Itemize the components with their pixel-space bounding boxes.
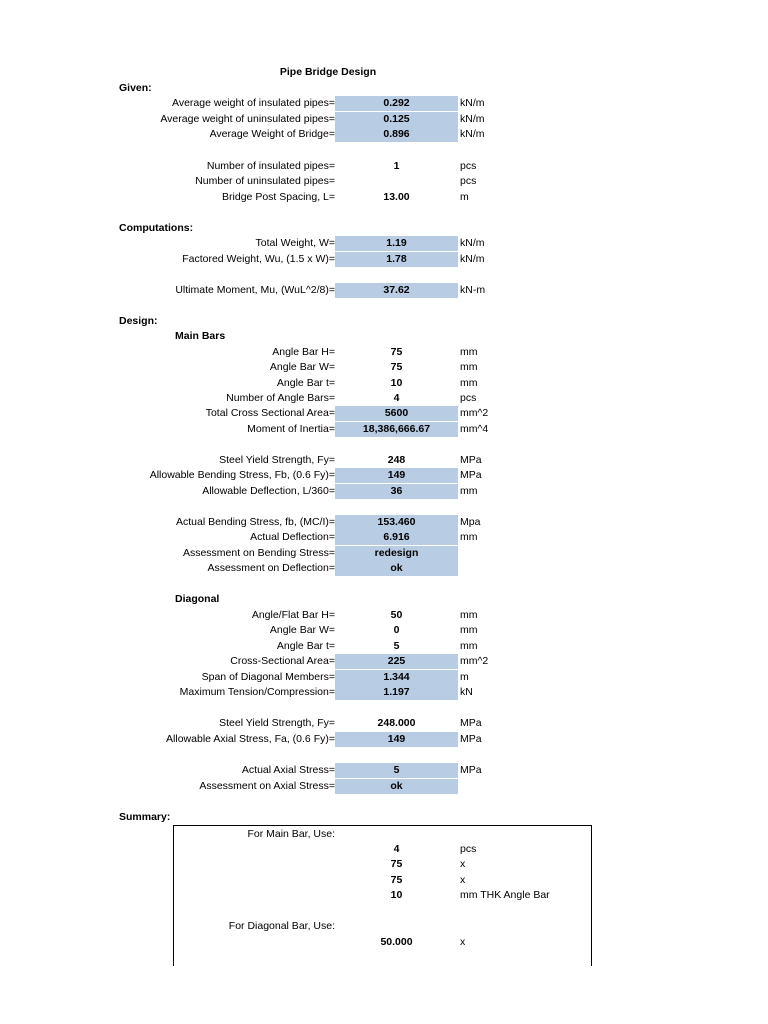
row-value[interactable]: 1.19: [335, 236, 458, 251]
row-label: Maximum Tension/Compression=: [179, 686, 335, 698]
row-unit: x: [460, 858, 466, 870]
row-unit: pcs: [460, 160, 477, 172]
row-label: Assessment on Bending Stress=: [182, 547, 335, 559]
row-label: Angle Bar W=: [269, 624, 335, 636]
diagonal-row: [0, 716, 768, 731]
row-label: Average weight of uninsulated pipes=: [160, 113, 335, 125]
row-label: Number of insulated pipes=: [206, 160, 335, 172]
row-unit: MPa: [460, 469, 482, 481]
diagonal-row: [0, 639, 768, 654]
row-value[interactable]: 13.00: [383, 191, 410, 203]
summary-main-bar-row: [0, 842, 768, 857]
row-unit: m: [460, 191, 469, 203]
diagonal-row: [0, 623, 768, 638]
row-unit: kN-m: [460, 284, 486, 296]
row-label: Angle Bar W=: [269, 361, 335, 373]
row-value[interactable]: 248: [387, 454, 406, 466]
row-unit: kN/m: [460, 128, 485, 140]
row-label: Factored Weight, Wu, (1.5 x W)=: [182, 253, 335, 265]
row-label: Actual Axial Stress=: [241, 764, 335, 776]
main-bar-row: [0, 376, 768, 391]
main-bar-row: [0, 546, 768, 561]
row-value[interactable]: 4: [393, 392, 400, 404]
row-unit: x: [460, 874, 466, 886]
row-unit: x: [460, 936, 466, 948]
diagonal-row: [0, 732, 768, 747]
row-label: Angle Bar t=: [276, 377, 335, 389]
row-label: Ultimate Moment, Mu, (WuL^2/8)=: [175, 284, 335, 296]
row-value[interactable]: 10: [390, 377, 403, 389]
row-unit: mm: [460, 531, 478, 543]
given-row: [0, 112, 768, 127]
row-unit: pcs: [460, 843, 477, 855]
row-value: 75: [390, 858, 403, 870]
row-value[interactable]: ok: [335, 561, 458, 576]
row-unit: mm: [460, 346, 478, 358]
diagonal-row: [0, 685, 768, 700]
row-label: Average weight of insulated pipes=: [172, 97, 335, 109]
row-unit: MPa: [460, 733, 482, 745]
row-label: Actual Bending Stress, fb, (MC/I)=: [175, 516, 335, 528]
row-label: Number of uninsulated pipes=: [195, 175, 335, 187]
row-value[interactable]: 37.62: [335, 283, 458, 298]
given-row: [0, 174, 768, 189]
summary-main-bar-row: [0, 857, 768, 872]
diagonal-row: [0, 608, 768, 623]
row-label: Allowable Deflection, L/360=: [202, 485, 335, 497]
row-unit: mm: [460, 640, 478, 652]
summary-diagonal-row: [0, 935, 768, 950]
row-label: Angle Bar H=: [272, 346, 335, 358]
row-value: 50.000: [380, 936, 413, 948]
main-bar-row: [0, 453, 768, 468]
row-unit: pcs: [460, 175, 477, 187]
row-value[interactable]: 5: [335, 763, 458, 778]
row-value[interactable]: 6.916: [335, 530, 458, 545]
row-value[interactable]: 153.460: [335, 515, 458, 530]
given-row: [0, 190, 768, 205]
row-unit: mm^4: [460, 423, 489, 435]
row-unit: mm: [460, 609, 478, 621]
diagonal-row: [0, 779, 768, 794]
row-value[interactable]: 50: [390, 609, 403, 621]
row-value[interactable]: 75: [390, 361, 403, 373]
row-unit: mm^2: [460, 407, 489, 419]
row-unit: MPa: [460, 764, 482, 776]
computation-row: [0, 252, 768, 267]
diagonal-row: [0, 654, 768, 669]
row-label: Span of Diagonal Members=: [201, 671, 335, 683]
given-row: [0, 159, 768, 174]
row-unit: Mpa: [460, 516, 481, 528]
section-computations-heading: Computations:: [119, 222, 194, 234]
row-label: Steel Yield Strength, Fy=: [219, 717, 335, 729]
row-unit: MPa: [460, 454, 482, 466]
main-bar-row: [0, 422, 768, 437]
main-bar-row: [0, 468, 768, 483]
row-label: Total Cross Sectional Area=: [205, 407, 335, 419]
row-value[interactable]: 0.896: [335, 127, 458, 142]
row-label: Average Weight of Bridge=: [209, 128, 335, 140]
row-unit: kN/m: [460, 237, 485, 249]
row-label: Assessment on Deflection=: [207, 562, 335, 574]
row-label: Allowable Axial Stress, Fa, (0.6 Fy)=: [166, 733, 335, 745]
row-value: 4: [393, 843, 400, 855]
main-bars-heading: Main Bars: [175, 330, 226, 342]
row-value[interactable]: 5600: [335, 406, 458, 421]
row-value[interactable]: 5: [393, 640, 400, 652]
main-bar-row: [0, 345, 768, 360]
summary-diagonal-label-row: [0, 919, 768, 934]
row-label: Number of Angle Bars=: [226, 392, 335, 404]
main-bar-row: [0, 360, 768, 375]
row-label: Allowable Bending Stress, Fb, (0.6 Fy)=: [149, 469, 335, 481]
row-unit: mm: [460, 485, 478, 497]
row-unit: mm: [460, 361, 478, 373]
row-label: Angle Bar t=: [276, 640, 335, 652]
row-value[interactable]: 1.197: [335, 685, 458, 700]
row-label: Actual Deflection=: [250, 531, 335, 543]
row-value[interactable]: [335, 174, 458, 189]
row-value: 10: [390, 889, 403, 901]
row-value[interactable]: 36: [335, 484, 458, 499]
row-unit: kN/m: [460, 113, 485, 125]
row-value[interactable]: 0.292: [335, 96, 458, 111]
main-bar-row: [0, 530, 768, 545]
row-value[interactable]: 75: [390, 346, 403, 358]
main-bar-row: [0, 391, 768, 406]
row-unit: m: [460, 671, 469, 683]
given-row: [0, 127, 768, 142]
row-unit: MPa: [460, 717, 482, 729]
row-unit: kN/m: [460, 253, 485, 265]
section-summary-heading: Summary:: [119, 811, 171, 823]
row-unit: mm THK Angle Bar: [460, 889, 550, 901]
row-value[interactable]: 1.78: [335, 252, 458, 267]
main-bar-row: [0, 561, 768, 576]
row-label: Total Weight, W=: [255, 237, 335, 249]
row-unit: mm^2: [460, 655, 489, 667]
row-unit: pcs: [460, 392, 477, 404]
row-value[interactable]: ok: [335, 779, 458, 794]
computation-row: [0, 283, 768, 298]
row-value[interactable]: 1: [393, 160, 400, 172]
main-bar-row: [0, 484, 768, 499]
given-row: [0, 96, 768, 111]
row-value[interactable]: 18,386,666.67: [335, 422, 458, 437]
section-design-heading: Design:: [119, 315, 158, 327]
row-value[interactable]: 0: [393, 624, 400, 636]
row-value: 75: [390, 874, 403, 886]
diagonal-row: [0, 670, 768, 685]
page-title: Pipe Bridge Design: [279, 66, 377, 78]
summary-main-bar-label-row: [0, 827, 768, 842]
row-unit: mm: [460, 377, 478, 389]
row-value[interactable]: 248.000: [377, 717, 416, 729]
row-label: Steel Yield Strength, Fy=: [219, 454, 335, 466]
diagonal-heading: Diagonal: [175, 593, 220, 605]
row-value[interactable]: 149: [335, 468, 458, 483]
main-bar-row: [0, 515, 768, 530]
summary-main-bar-row: [0, 873, 768, 888]
row-label: Moment of Inertia=: [247, 423, 335, 435]
computation-row: [0, 236, 768, 251]
row-label: Cross-Sectional Area=: [230, 655, 335, 667]
summary-main-bar-row: [0, 888, 768, 903]
diagonal-row: [0, 763, 768, 778]
row-label: Assessment on Axial Stress=: [199, 780, 335, 792]
row-unit: kN: [460, 686, 473, 698]
row-value[interactable]: 1.344: [335, 670, 458, 685]
summary-main-bar-label: For Main Bar, Use:: [247, 828, 335, 840]
row-label: Bridge Post Spacing, L=: [222, 191, 335, 203]
row-value[interactable]: 225: [335, 654, 458, 669]
summary-diagonal-label: For Diagonal Bar, Use:: [228, 920, 335, 932]
row-unit: kN/m: [460, 97, 485, 109]
row-value[interactable]: 149: [335, 732, 458, 747]
row-value[interactable]: redesign: [335, 546, 458, 561]
main-bar-row: [0, 406, 768, 421]
section-given-heading: Given:: [119, 82, 152, 94]
row-unit: mm: [460, 624, 478, 636]
row-value[interactable]: 0.125: [335, 112, 458, 127]
row-label: Angle/Flat Bar H=: [251, 609, 335, 621]
